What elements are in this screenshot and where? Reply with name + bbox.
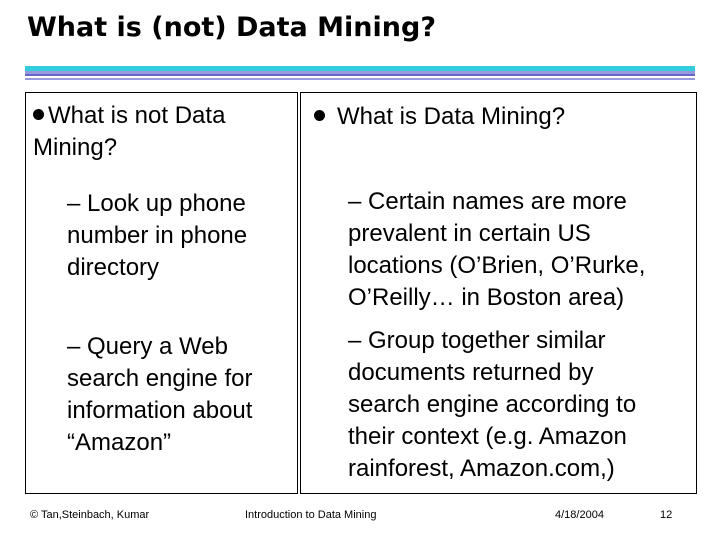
right-item-2 [348, 325, 636, 485]
footer-date: 4/18/2004 [555, 509, 604, 521]
left-item-1-line: number in phone [67, 222, 248, 249]
right-item-1-line: locations (O’Brien, O’Rurke, [348, 252, 646, 279]
left-item-1 [67, 188, 247, 284]
bullet-dot-icon [33, 109, 44, 120]
left-item-2-line: information about [67, 397, 253, 424]
right-item-1 [348, 186, 645, 314]
left-item-2-line: “Amazon” [67, 429, 172, 456]
left-item-2 [67, 331, 252, 459]
left-item-1-line: directory [67, 254, 160, 281]
footer-copyright: © Tan,Steinbach, Kumar [30, 509, 150, 521]
right-heading-text: What is Data Mining? [337, 103, 566, 130]
right-item-1-line: prevalent in certain US [348, 220, 591, 247]
right-item-2-line: documents returned by [348, 359, 594, 386]
right-item-1-line: O’Reilly… in Boston area) [348, 284, 625, 311]
right-heading [314, 101, 565, 133]
left-heading-line2: Mining? [33, 134, 118, 161]
left-item-1-line: – Look up phone [67, 190, 246, 217]
right-item-1-line: – Certain names are more [348, 188, 627, 215]
right-item-2-line: search engine according to [348, 391, 637, 418]
title-rule-blue [25, 74, 695, 76]
footer-course: Introduction to Data Mining [245, 509, 377, 521]
right-item-2-line: their context (e.g. Amazon [348, 423, 627, 450]
right-item-2-line: rainforest, Amazon.com,) [348, 455, 615, 482]
title-rule-lavender-lower [25, 78, 695, 80]
left-item-2-line: search engine for [67, 365, 253, 392]
footer-page-number: 12 [660, 509, 673, 521]
left-heading-line1: What is not Data [48, 102, 226, 129]
slide-title: What is (not) Data Mining? [27, 12, 436, 43]
bullet-dot-icon [314, 110, 325, 121]
left-heading [33, 100, 225, 164]
left-item-2-line: – Query a Web [67, 333, 228, 360]
right-item-2-line: – Group together similar [348, 327, 606, 354]
